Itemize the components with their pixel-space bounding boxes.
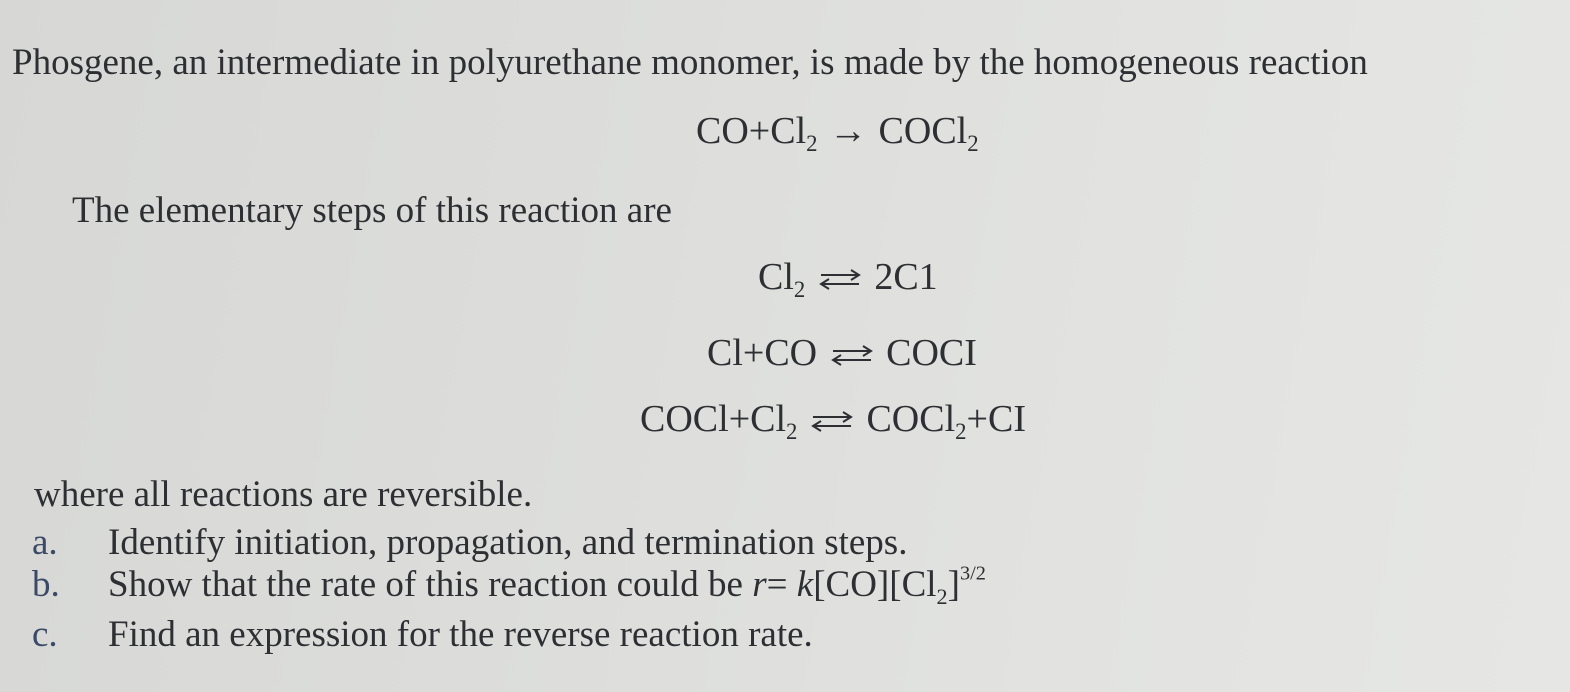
step1-lhs: Cl (758, 256, 794, 298)
overall-lhs-subscript: 2 (806, 130, 818, 156)
rate-equals: = (766, 564, 797, 605)
rate-constant: k (796, 564, 814, 605)
elementary-step-3 (640, 398, 1026, 444)
elementary-step-2 (707, 334, 977, 372)
rate-subscript: 2 (936, 583, 948, 609)
overall-reaction-equation (696, 110, 979, 156)
forward-arrow-icon: → (829, 110, 868, 152)
overall-lhs: CO+Cl (696, 110, 807, 152)
rate-symbol: r (752, 564, 767, 605)
step3-lhs-subscript: 2 (786, 418, 798, 444)
step3-rhs: COCl (866, 398, 956, 440)
equilibrium-arrow-icon (829, 343, 875, 367)
rate-concentrations: [CO][Cl (813, 564, 937, 605)
reversible-note: where all reactions are reversible. (34, 474, 533, 515)
rate-exponent: 3/2 (959, 562, 986, 585)
step2-lhs: Cl+CO (707, 332, 818, 374)
question-text-a: Identify initiation, propagation, and termination steps. (108, 522, 908, 563)
step3-rhs-subscript: 2 (955, 418, 967, 444)
overall-rhs: COCl (878, 110, 968, 152)
step2-rhs: COCI (886, 332, 977, 374)
question-marker-c: c. (32, 614, 58, 655)
step3-lhs: COCl+Cl (640, 398, 787, 440)
question-marker-b: b. (32, 564, 60, 605)
question-text-b (108, 562, 986, 609)
elementary-step-1 (758, 256, 938, 302)
overall-rhs-subscript: 2 (967, 130, 979, 156)
steps-intro-text: The elementary steps of this reaction are (72, 190, 672, 231)
question-text-c: Find an expression for the reverse reaction rate. (108, 614, 813, 655)
step1-rhs: 2C1 (874, 256, 938, 298)
equilibrium-arrow-icon (809, 409, 855, 433)
equilibrium-arrow-icon (817, 267, 863, 291)
step1-lhs-subscript: 2 (793, 276, 806, 302)
intro-text: Phosgene, an intermediate in polyurethane monomer, is made by the homogeneous reaction (12, 42, 1368, 83)
step3-rhs-extra: +CI (966, 398, 1026, 440)
question-marker-a: a. (32, 522, 58, 563)
question-b-lead: Show that the rate of this reaction could be (108, 564, 753, 605)
rate-bracket-close: ] (947, 564, 960, 605)
